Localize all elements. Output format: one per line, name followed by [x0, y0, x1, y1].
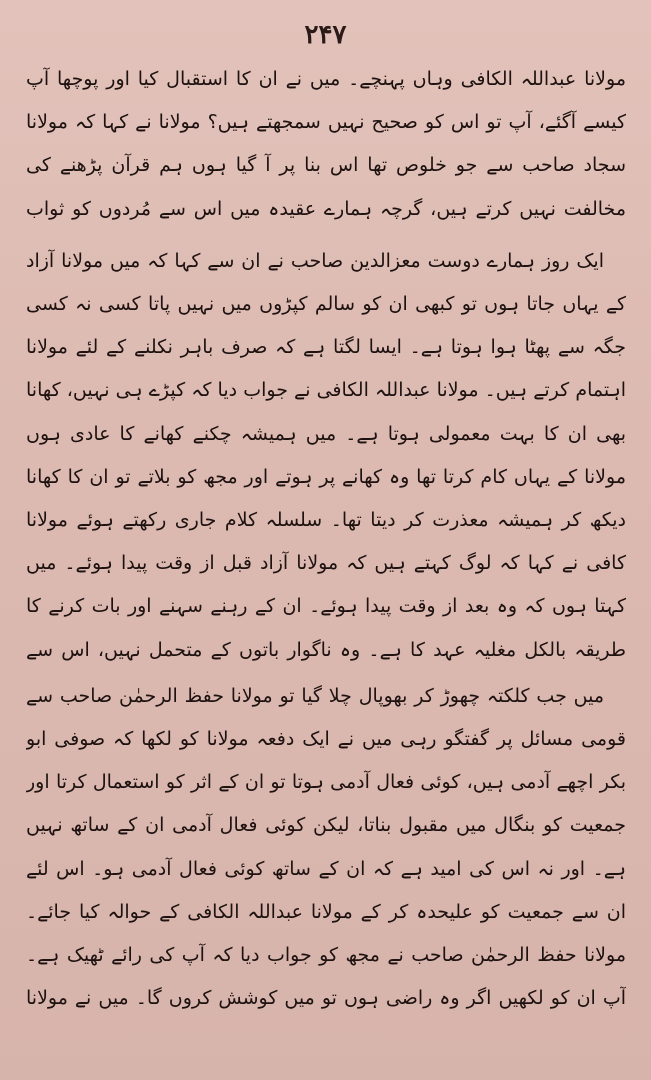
paragraph-1: مولانا عبداللہ الکافی وہاں پہنچے۔ میں نے ان کا استقبال کیا اور پوچھا آپ کیسے آگئے، آپ تو اس کو صحیح نہیں سمجھتے ہیں؟ مولانا نے کہا کہ مولانا سجاد صاحب سے جو خلوص تھا اس بنا پر آ گیا ہوں ہم قرآن پڑھنے کی مخالفت نہیں کرتے ہیں، گرچہ ہمارے عقیدہ میں اس سے مُردوں کو ثواب [26, 68, 626, 220]
page-body [26, 58, 626, 1020]
paragraph-3: میں جب کلکتہ چھوڑ کر بھوپال چلا گیا تو مولانا حفظ الرحمٰن صاحب سے قومی مسائل پر گفتگو رہی میں نے ایک دفعہ مولانا کو لکھا کہ صوفی ابو بکر اچھے آدمی ہیں، کوئی فعال آدمی ہوتا تو ان کے اثر کو استعمال کرتا اور جمعیت کو بنگال میں مقبول بناتا، لیکن کوئی فعال آدمی ان کے ساتھ نہیں ہے۔ اور نہ اس کی امید ہے کہ ان کے ساتھ کوئی فعال آدمی ہو۔ اس لئے ان سے جمعیت کو علیحدہ کر کے مولانا عبداللہ الکافی کے حوالہ کیا جائے۔ مولانا حفظ الرحمٰن صاحب نے مجھ کو جواب دیا کہ آپ کی رائے ٹھیک ہے۔ آپ ان کو لکھیں اگر وہ راضی ہوں تو میں کوشش کروں گا۔ میں نے مولانا [26, 684, 626, 1010]
paragraph-2: ایک روز ہمارے دوست معزالدین صاحب نے ان سے کہا کہ میں مولانا آزاد کے یہاں جاتا ہوں تو کبھی ان کو سالم کپڑوں میں نہیں پاتا کسی نہ کسی جگہ سے پھٹا ہوا ہوتا ہے۔ ایسا لگتا ہے کہ صرف باہر نکلنے کے لئے مولانا اہتمام کرتے ہیں۔ مولانا عبداللہ الکافی نے جواب دیا کہ کپڑے ہی نہیں، کھانا بھی ان کا بہت معمولی ہوتا ہے۔ میں ہمیشہ چکنے کھانے کا عادی ہوں مولانا کے یہاں کام کرتا تھا وہ کھانے پر ہوتے اور مجھ کو بلاتے تو ان کا کھانا دیکھ کر ہمیشہ معذرت کر دیتا تھا۔ سلسلہ کلام جاری رکھتے ہوئے مولانا کافی نے کہا کہ لوگ کہتے ہیں کہ مولانا آزاد قبل از وقت پیدا ہوئے۔ میں کہتا ہوں کہ وہ بعد از وقت پیدا ہوئے۔ ان کے رہنے سہنے اور بات کرنے کا طریقہ بالکل مغلیہ عہد کا ہے۔ وہ ناگوار باتوں کے متحمل نہیں، اس سے [26, 249, 626, 661]
page-number: ۲۴۷ [304, 20, 347, 50]
